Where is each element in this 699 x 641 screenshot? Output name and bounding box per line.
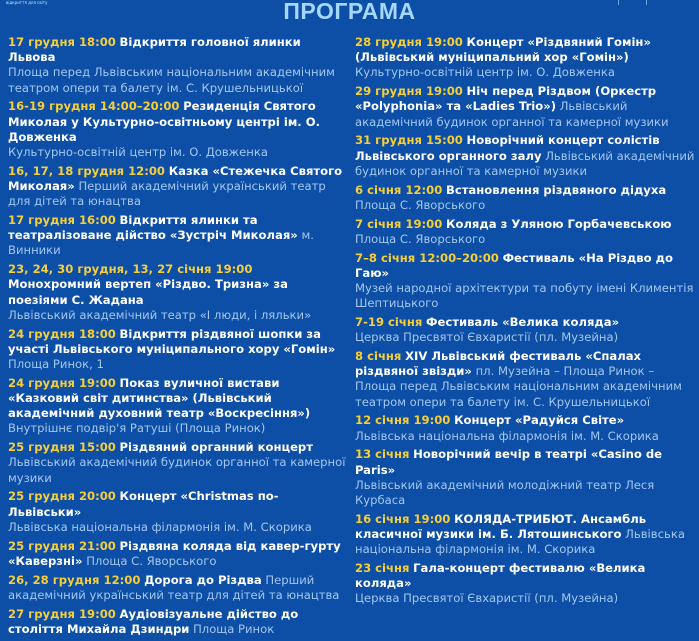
event-date: 24 грудня 19:00 (8, 375, 116, 390)
event-name: Резиденція Святого Миколая у Культурно-освітньому центрі ім. О. Довженка (8, 99, 320, 144)
event-venue: Площа перед Львівським національним академічним театром опери та балету ім. С. Крушельницької (8, 65, 335, 95)
event-date: 26, 28 грудня 12:00 (8, 572, 141, 587)
event-date: 25 грудня 21:00 (8, 538, 116, 553)
event-date: 16-19 грудня 14:00–20:00 (8, 99, 180, 114)
event-venue: Львівський академічний молодіжний театр Леся Курбаса (355, 477, 655, 508)
event-date: 8 січня (355, 349, 402, 364)
event-venue: Площа С. Яворського (86, 553, 217, 568)
program-event (355, 561, 695, 607)
program-event (8, 262, 348, 323)
event-name: Коляда з Уляною Горбачевською (446, 216, 672, 231)
program-column-left (8, 35, 348, 641)
event-name: Казка «Стежечка Святого Миколая» (8, 163, 343, 194)
event-date: 29 грудня 19:00 (355, 84, 463, 99)
program-event (355, 413, 695, 443)
program-event (8, 539, 348, 569)
program-event (8, 213, 348, 259)
event-date: 25 грудня 20:00 (8, 489, 116, 504)
event-venue: Площа Ринок, 1 (8, 357, 104, 372)
event-name: Відкриття головної ялинки Львова (8, 35, 301, 65)
event-name: Ніч перед Різдвом (Оркестр «Polyphonia» та «Ladies Trio») (355, 84, 657, 114)
event-name: Фестиваль «Велика коляда» (426, 315, 620, 330)
event-venue: Церква Пресвятої Євхаристії (пл. Музейна) (355, 330, 619, 345)
event-name: Концерт «Радуйся Світе» (454, 413, 625, 428)
event-venue: Внутрішнє подвір'я Ратуші (Площа Ринок) (8, 421, 266, 436)
program-event (355, 133, 695, 179)
event-date: 24 грудня 18:00 (8, 326, 116, 341)
event-name: Різдвяна коляда від кавер-гурту «Каверзні» (8, 538, 341, 568)
program-event (8, 164, 348, 210)
program-event (8, 573, 348, 603)
program-event (8, 327, 348, 373)
event-name: Аудіовізуальне дійство до століття Михайла Дзиндри (8, 606, 299, 636)
event-venue: Культурно-освітній центр ім. О. Довженка (8, 145, 268, 160)
event-name: Відкриття різдвяної шопки за участі Львівського муніципального хору «Гомін» (8, 326, 336, 356)
program-event (8, 35, 348, 96)
event-date: 17 грудня 18:00 (8, 35, 116, 49)
event-name: Дорога до Різдва (144, 572, 262, 587)
event-name: Концерт «Різдвяний Гомін» (Львівський муніципальний хор «Гомін») (355, 35, 651, 65)
program-event (355, 35, 695, 81)
event-name: Встановлення різдвяного дідуха (446, 182, 667, 197)
program-event (8, 99, 348, 160)
event-venue: Церква Пресвятої Євхаристії (пл. Музейна) (355, 591, 619, 606)
event-date: 25 грудня 15:00 (8, 440, 116, 455)
event-date: 6 січня 12:00 (355, 182, 443, 197)
program-column-right (355, 35, 695, 610)
program-event (355, 251, 695, 312)
program-event (355, 84, 695, 130)
event-name: Гала-концерт фестивалю «Велика коляда» (355, 561, 646, 591)
event-name: Концерт «Christmas по-Львівськи» (8, 489, 279, 519)
event-name: КОЛЯДА-ТРИБЮТ. Ансамбль класичної музики ім. Б. Лятошинського (355, 511, 647, 542)
program-event (8, 376, 348, 437)
event-venue: Львівський академічний будинок органної та камерної музики (355, 148, 695, 178)
program-event (355, 315, 695, 345)
program-event (355, 447, 695, 508)
program-event (355, 183, 695, 213)
event-date: 27 грудня 19:00 (8, 606, 116, 621)
event-name: Новорічний концерт солістів Львівського органного залу (355, 133, 660, 163)
event-venue: пл. Музейна – Площа Ринок – Площа перед Львівським національним академічним театром опери та балету ім. С. Крушельницької (355, 364, 682, 409)
event-venue: Львівська національна філармонія ім. М. Скорика (355, 527, 685, 557)
program-event (355, 512, 695, 558)
program-event (8, 489, 348, 535)
event-venue: Львівська національна філармонія ім. М. Скорика (355, 428, 659, 443)
event-date: 7 січня 19:00 (355, 216, 443, 231)
event-name: Відкриття ялинки та театралізоване дійство «Зустріч Миколая» (8, 213, 298, 243)
event-venue: Площа С. Яворського (355, 231, 486, 246)
event-venue: Перший академічний український театр для дітей та юнацтва (8, 179, 326, 209)
event-name: Різдвяний органний концерт (119, 440, 313, 455)
event-date: 31 грудня 15:00 (355, 133, 463, 148)
event-date: 7-19 січня (355, 315, 423, 330)
event-date: 17 грудня 16:00 (8, 213, 116, 228)
program-event (8, 440, 348, 486)
page-title: ПРОГРАМА (283, 0, 416, 24)
event-venue: Музей народної архітектури та побуту імені Климентія Шептицького (355, 281, 694, 311)
event-date: 7–8 січня 12:00–20:00 (355, 250, 499, 265)
event-name: Фестиваль «На Різдво до Гаю» (355, 250, 673, 280)
event-date: 23 січня (355, 561, 410, 576)
event-date: 16 січня 19:00 (355, 511, 451, 526)
event-venue: Львівський академічний театр «І люди, і ляльки» (8, 307, 312, 322)
event-name: Показ вуличної вистави «Казковий світ дитинства» (Львівський академічний духовний театр «Воскресіння») (8, 375, 311, 421)
event-date: 12 січня 19:00 (355, 413, 451, 428)
event-venue: Львівська національна філармонія ім. М. Скорика (8, 519, 312, 534)
event-date: 16, 17, 18 грудня 12:00 (8, 163, 165, 178)
program-event (355, 217, 695, 247)
event-name: Монохромний вертеп «Різдво. Тризна» за поезіями С. Жадана (8, 277, 288, 307)
event-venue: Площа С. Яворського (355, 197, 486, 212)
event-venue: Культурно-освітній центр ім. О. Довженка (355, 65, 615, 80)
event-name: Новорічний вечір в театрі «Casino de Paris» (355, 447, 663, 477)
event-venue: м. Винники (8, 228, 314, 258)
event-name: XIV Львівський фестиваль «Спалах різдвяної звізди» (355, 349, 642, 379)
event-date: 23, 24, 30 грудня, 13, 27 січня 19:00 (8, 262, 253, 277)
event-venue: Львівський академічний будинок органної та камерної музики (8, 455, 346, 485)
event-venue: Площа Ринок (193, 621, 275, 636)
event-date: 28 грудня 19:00 (355, 35, 463, 49)
corner-note: відкриття для світу (6, 0, 48, 5)
event-date: 13 січня (355, 447, 410, 462)
program-event (8, 607, 348, 637)
event-venue: Перший академічний український театр для дітей та юнацтва (8, 572, 340, 602)
program-event (355, 349, 695, 410)
event-venue: Львівський академічний будинок органної та камерної музики (355, 99, 669, 129)
